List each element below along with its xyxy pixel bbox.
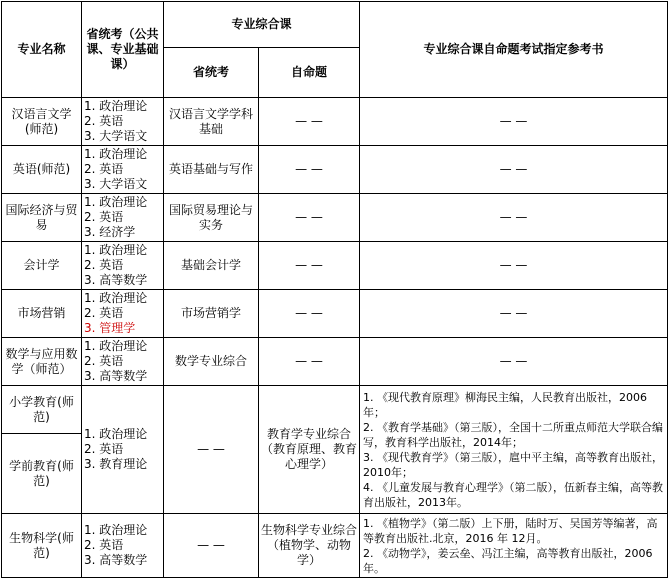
ref-item: 2. 《教育学基础》（第三版），全国十二所重点师范大学联合编写，教育科学出版社，2014年； xyxy=(363,420,664,449)
table-row xyxy=(2,290,668,338)
refs-cell: — — xyxy=(360,146,668,194)
ref-item: 1. 《植物学》（第二版）上下册，陆时万、吴国芳等编著，高等教育出版社.北京，2016 年 12月。 xyxy=(363,516,658,545)
subjects-cell xyxy=(82,146,164,194)
table-row xyxy=(2,146,668,194)
subject-item: 3. 教育理论 xyxy=(84,457,148,471)
table-row xyxy=(2,194,668,242)
subject-item: 2. 英语 xyxy=(84,258,124,272)
self-exam-cell: — — xyxy=(259,98,360,146)
refs-cell: — — xyxy=(360,194,668,242)
refs-cell: — — xyxy=(360,242,668,290)
major-cell: 市场营销 xyxy=(2,290,82,338)
self-exam-cell: — — xyxy=(259,290,360,338)
table-row xyxy=(2,338,668,386)
ref-item: 2. 《动物学》，姜云垒、冯江主编，高等教育出版社，2006 年。 xyxy=(363,546,653,575)
subject-item: 2. 英语 xyxy=(84,114,124,128)
self-exam-cell: — — xyxy=(259,242,360,290)
subject-item-highlighted: 3. 管理学 xyxy=(84,321,136,335)
refs-cell: — — xyxy=(360,290,668,338)
self-exam-cell: 教育学专业综合（教育原理、教育心理学） xyxy=(259,386,360,514)
header-unified: 省统考（公共课、专业基础课） xyxy=(82,2,164,98)
subject-item: 3. 经济学 xyxy=(84,225,136,239)
subject-item: 2. 英语 xyxy=(84,210,124,224)
table-row xyxy=(2,242,668,290)
subject-item: 3. 大学语文 xyxy=(84,129,148,143)
unified-exam-cell: 基础会计学 xyxy=(164,242,259,290)
subject-item: 2. 英语 xyxy=(84,306,124,320)
unified-exam-cell: 英语基础与写作 xyxy=(164,146,259,194)
ref-item: 3. 《现代教育学》（第三版），扈中平主编，高等教育出版社，2010年； xyxy=(363,450,664,479)
subject-item: 1. 政治理论 xyxy=(84,523,148,537)
subject-item: 1. 政治理论 xyxy=(84,99,148,113)
unified-exam-cell: 国际贸易理论与实务 xyxy=(164,194,259,242)
unified-exam-cell: 数学专业综合 xyxy=(164,338,259,386)
unified-exam-cell: — — xyxy=(164,514,259,578)
major-cell: 会计学 xyxy=(2,242,82,290)
subject-item: 2. 英语 xyxy=(84,162,124,176)
subjects-cell xyxy=(82,242,164,290)
subject-item: 3. 高等数学 xyxy=(84,273,148,287)
unified-exam-cell: — — xyxy=(164,386,259,514)
major-cell: 汉语言文学(师范) xyxy=(2,98,82,146)
major-cell: 数学与应用数学（师范） xyxy=(2,338,82,386)
refs-cell: — — xyxy=(360,338,668,386)
subjects-cell xyxy=(82,194,164,242)
header-unified-sub: 省统考 xyxy=(164,48,259,98)
subjects-cell xyxy=(82,98,164,146)
subject-item: 2. 英语 xyxy=(84,538,124,552)
self-exam-cell: — — xyxy=(259,146,360,194)
self-exam-cell: 生物科学专业综合（植物学、动物学） xyxy=(259,514,360,578)
refs-cell xyxy=(360,386,668,514)
header-major: 专业名称 xyxy=(2,2,82,98)
subjects-cell xyxy=(82,386,164,514)
subject-item: 2. 英语 xyxy=(84,354,124,368)
major-cell: 学前教育(师范) xyxy=(2,434,82,514)
subject-item: 1. 政治理论 xyxy=(84,339,148,353)
self-exam-cell: — — xyxy=(259,194,360,242)
table-row xyxy=(2,386,668,434)
self-exam-cell: — — xyxy=(259,338,360,386)
major-cell: 小学教育(师范) xyxy=(2,386,82,434)
subject-item: 1. 政治理论 xyxy=(84,243,148,257)
subject-item: 1. 政治理论 xyxy=(84,291,148,305)
subject-item: 1. 政治理论 xyxy=(84,427,148,441)
ref-item: 1. 《现代教育原理》柳海民主编，人民教育出版社，2006年； xyxy=(363,390,647,419)
table-row xyxy=(2,514,668,578)
unified-exam-cell: 市场营销学 xyxy=(164,290,259,338)
ref-item: 4. 《儿童发展与教育心理学》（第二版），伍新春主编，高等教育出版社，2013年。 xyxy=(363,480,664,509)
unified-exam-cell: 汉语言文学学科基础 xyxy=(164,98,259,146)
subjects-cell xyxy=(82,514,164,578)
header-self-sub: 自命题 xyxy=(259,48,360,98)
header-refs: 专业综合课自命题考试指定参考书 xyxy=(360,2,668,98)
header-comprehensive: 专业综合课 xyxy=(164,2,360,48)
table-row xyxy=(2,98,668,146)
major-cell: 国际经济与贸易 xyxy=(2,194,82,242)
subjects-cell xyxy=(82,338,164,386)
subject-item: 3. 大学语文 xyxy=(84,177,148,191)
subject-item: 3. 高等数学 xyxy=(84,553,148,567)
subject-item: 1. 政治理论 xyxy=(84,195,148,209)
refs-cell: — — xyxy=(360,98,668,146)
subjects-cell xyxy=(82,290,164,338)
subject-item: 2. 英语 xyxy=(84,442,124,456)
refs-cell xyxy=(360,514,668,578)
major-cell: 英语(师范) xyxy=(2,146,82,194)
admissions-table xyxy=(1,1,668,578)
major-cell: 生物科学(师范) xyxy=(2,514,82,578)
subject-item: 1. 政治理论 xyxy=(84,147,148,161)
subject-item: 3. 高等数学 xyxy=(84,369,148,383)
